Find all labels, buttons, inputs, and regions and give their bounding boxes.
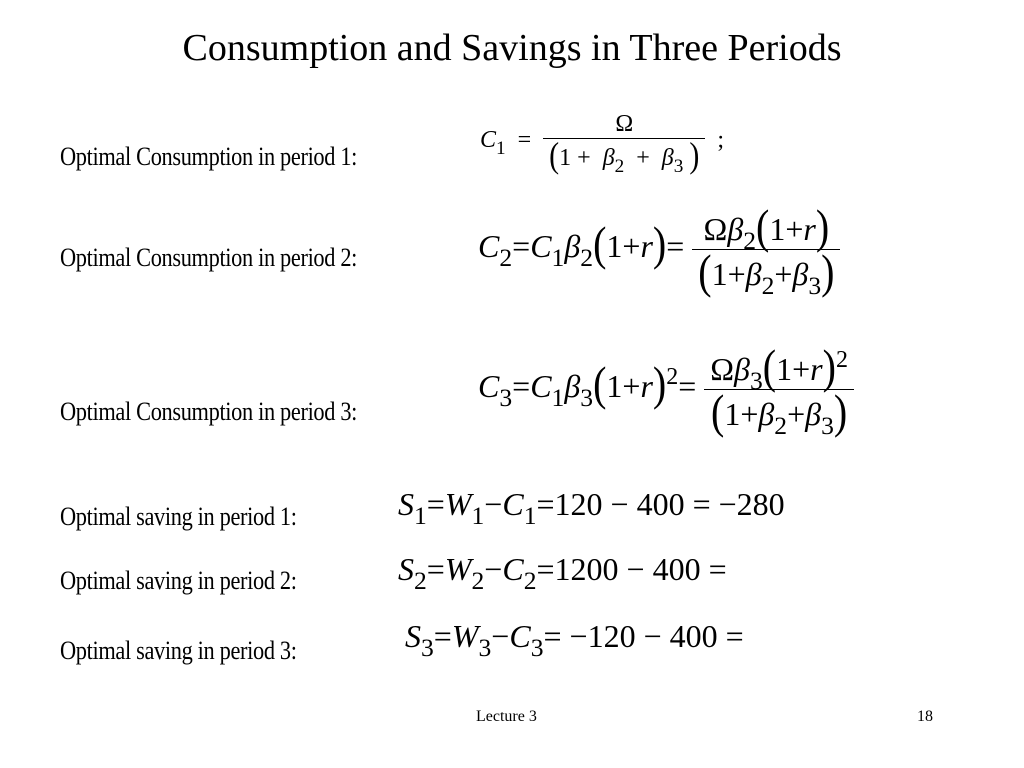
equation-s2: $S_2=W_2-C_2=1200 - 400$ = [398,551,727,595]
equation-c2: $C_2=C_1\beta_2(1+r)=$ $\frac{\Omega\beta_2(1+r)}{(1+\beta_2+\beta_3)}$ [478,205,840,294]
equation-s1: $S_1=W_1-C_1=120 - 400 = -280$ [398,486,785,530]
label-saving-period-1: Optimal saving in period 1: [60,502,297,531]
equation-c1: $C_1$ = $\frac{\Omega}{(1 + \beta_2 + \beta_3 )}$ ; [480,111,725,177]
slide-title: Consumption and Savings in Three Periods [182,27,842,69]
saving-value-2: =1200 − 400 = [536,551,727,587]
footer-lecture: Lecture 3 [476,708,537,725]
label-saving-period-2: Optimal saving in period 2: [60,566,297,595]
label-consumption-period-3: Optimal Consumption in period 3: [60,397,358,426]
saving-value-1: =120 − 400 = −280 [536,486,785,522]
saving-value-3: = −120 − 400 = [543,618,744,654]
label-consumption-period-1: Optimal Consumption in period 1: [60,142,358,171]
label-saving-period-3: Optimal saving in period 3: [60,636,297,665]
label-consumption-period-2: Optimal Consumption in period 2: [60,243,358,272]
equation-s3: $S_3=W_3-C_3= -120 - 400$ = [405,618,744,662]
equation-c3: $C_3=C_1\beta_3(1+r)^2=$ $\frac{\Omega\beta_3(1+r)^2}{(1+\beta_2+\beta_3)}$ [478,345,854,434]
footer-page-number: 18 [917,708,933,725]
